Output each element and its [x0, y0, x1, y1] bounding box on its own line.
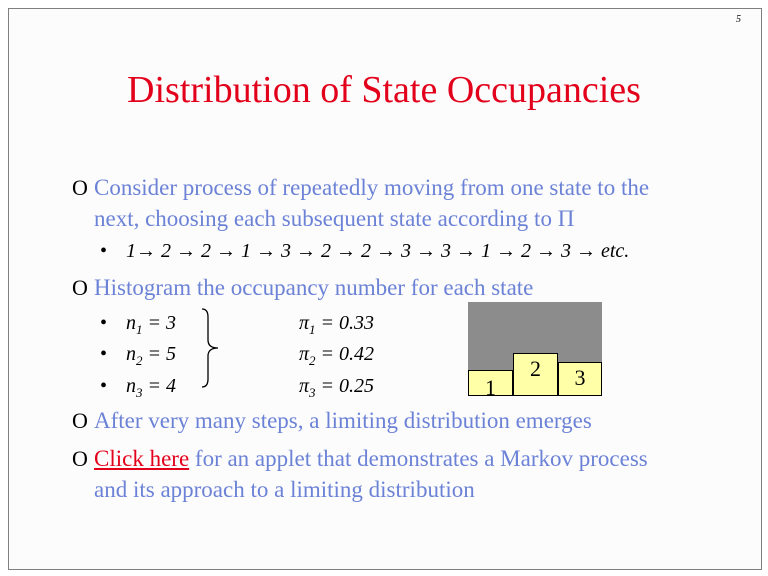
bullet-1-line-2: next, choosing each subsequent state according to Π: [94, 206, 575, 231]
sequence-text: 1→ 2 → 2 → 1 → 3 → 2 → 2 → 3 → 3 → 1 → 2 → 3 → etc.: [126, 240, 630, 262]
histogram-bar-3: [558, 362, 602, 396]
bullet-marker: O: [72, 175, 88, 200]
sub-bullet-dot: •: [100, 312, 108, 334]
pi3-text: $\pi_3 = 0.25$: [299, 375, 375, 400]
bullet-4-line-2: and its approach to a limiting distribution: [94, 477, 475, 502]
bullet-1-line-1: Consider process of repeatedly moving from one state to the: [94, 175, 650, 200]
sub-bullet-dot: •: [100, 375, 108, 397]
pi2-text: $\pi_2 = 0.42$: [299, 343, 375, 368]
bullet-2-text: Histogram the occupancy number for each state: [94, 275, 534, 300]
histogram-bar-2: [513, 353, 558, 396]
bullet-4-rest: for an applet that demonstrates a Markov process: [189, 446, 648, 471]
occupancy-histogram: [468, 302, 602, 400]
histogram-bar-label: 2: [530, 356, 541, 381]
brace-icon: [200, 307, 230, 389]
histogram-bar-label: 1: [485, 375, 496, 400]
sub-bullet-dot: •: [100, 343, 108, 365]
n3-text: $n_3 = 4$: [126, 375, 176, 400]
sub-bullet-dot: •: [100, 240, 108, 262]
bullet-marker: O: [72, 446, 88, 471]
page-number: 5: [736, 14, 741, 25]
histogram-bar-1: [468, 370, 513, 400]
bullet-marker: O: [72, 408, 88, 433]
histogram-bar-label: 3: [574, 365, 586, 390]
bullet-3-text: After very many steps, a limiting distribution emerges: [94, 408, 592, 433]
pi1-text: $\pi_1 = 0.33$: [299, 312, 375, 337]
applet-link[interactable]: Click here: [94, 446, 190, 471]
bullet-4-line-1: [94, 443, 648, 474]
n2-text: $n_2 = 5$: [126, 343, 176, 368]
n1-text: $n_1 = 3$: [126, 312, 176, 337]
slide-title: Distribution of State Occupancies: [127, 69, 641, 111]
bullet-marker: O: [72, 275, 88, 300]
